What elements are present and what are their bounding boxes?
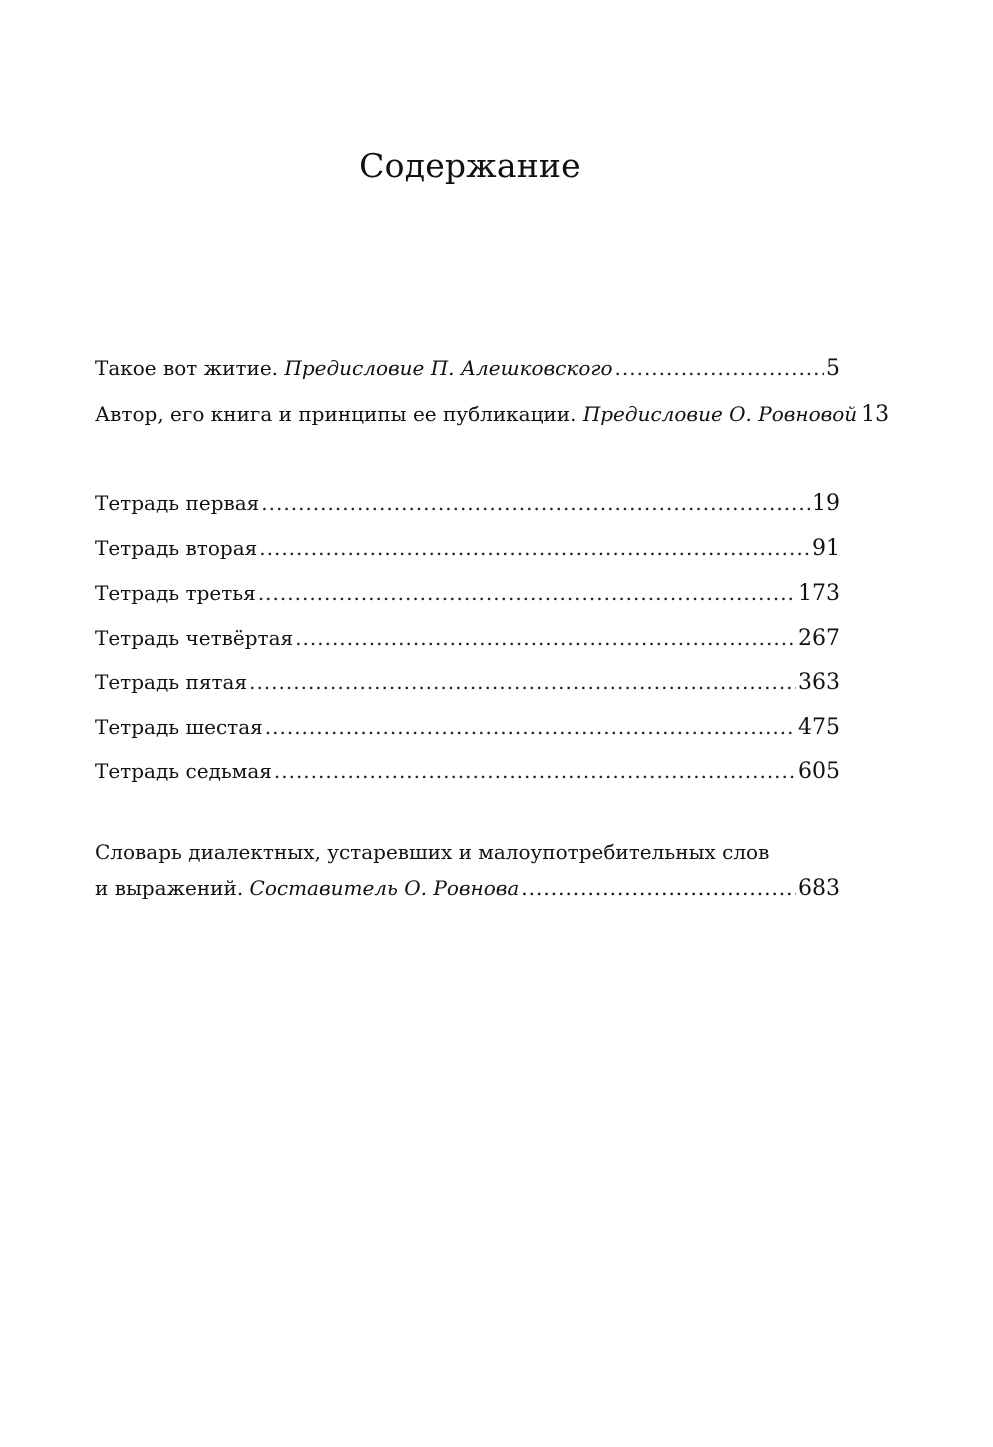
dot-leader bbox=[295, 626, 796, 650]
toc-entry-notebook-6[interactable] bbox=[95, 715, 840, 740]
toc-entry-label: Тетрадь третья bbox=[95, 581, 256, 605]
toc-entry-notebook-7[interactable] bbox=[95, 759, 840, 784]
toc-entry-label: Такое вот житие. Предисловие П. Алешковского bbox=[95, 356, 613, 380]
toc-page-number: 91 bbox=[812, 536, 840, 561]
toc-entry-label-line2: и выражений. Составитель О. Ровнова bbox=[95, 876, 520, 900]
dot-leader bbox=[521, 876, 796, 900]
toc-page-number: 363 bbox=[798, 670, 840, 695]
toc-entry-notebook-3[interactable] bbox=[95, 581, 840, 606]
dot-leader bbox=[274, 759, 796, 783]
toc-entry-label: Тетрадь четвёртая bbox=[95, 626, 294, 650]
toc-entry-author: Предисловие П. Алешковского bbox=[284, 356, 613, 380]
toc-page-number: 173 bbox=[798, 581, 840, 606]
toc-entry-notebook-4[interactable] bbox=[95, 626, 840, 651]
toc-page-number: 267 bbox=[798, 626, 840, 651]
toc-page-number: 475 bbox=[798, 715, 840, 740]
dot-leader bbox=[615, 356, 824, 380]
dot-leader bbox=[265, 715, 796, 739]
toc-page-number: 605 bbox=[798, 759, 840, 784]
toc-page-number: 19 bbox=[812, 491, 840, 516]
toc-entry-label: Тетрадь седьмая bbox=[95, 759, 272, 783]
toc-entry-notebook-1[interactable] bbox=[95, 491, 840, 516]
dot-leader bbox=[259, 536, 810, 560]
toc-page-number: 5 bbox=[826, 356, 840, 381]
dot-leader bbox=[249, 670, 796, 694]
toc-entry-preface-1[interactable] bbox=[95, 356, 840, 381]
page-title: Содержание bbox=[359, 146, 581, 185]
toc-entry-preface-2[interactable] bbox=[95, 402, 890, 427]
toc-entry-label: Тетрадь первая bbox=[95, 491, 260, 515]
toc-entry-label-line1: Словарь диалектных, устаревших и малоупотребительных слов bbox=[95, 840, 770, 864]
toc-entry-notebook-5[interactable] bbox=[95, 670, 840, 695]
toc-entry-author: Составитель О. Ровнова bbox=[249, 876, 520, 900]
toc-page-number: 13 bbox=[861, 402, 890, 427]
toc-page-number: 683 bbox=[798, 876, 840, 901]
toc-entry-label: Тетрадь вторая bbox=[95, 536, 258, 560]
dot-leader bbox=[261, 491, 810, 515]
toc-entry-label: Тетрадь пятая bbox=[95, 670, 248, 694]
dot-leader bbox=[258, 581, 796, 605]
toc-entry-notebook-2[interactable] bbox=[95, 536, 840, 561]
toc-entry-label: Автор, его книга и принципы ее публикации. Предисловие О. Ровновой bbox=[95, 402, 858, 426]
toc-entry-author: Предисловие О. Ровновой bbox=[582, 402, 858, 426]
toc-entry-dictionary[interactable] bbox=[95, 840, 840, 901]
toc-entry-label: Тетрадь шестая bbox=[95, 715, 263, 739]
